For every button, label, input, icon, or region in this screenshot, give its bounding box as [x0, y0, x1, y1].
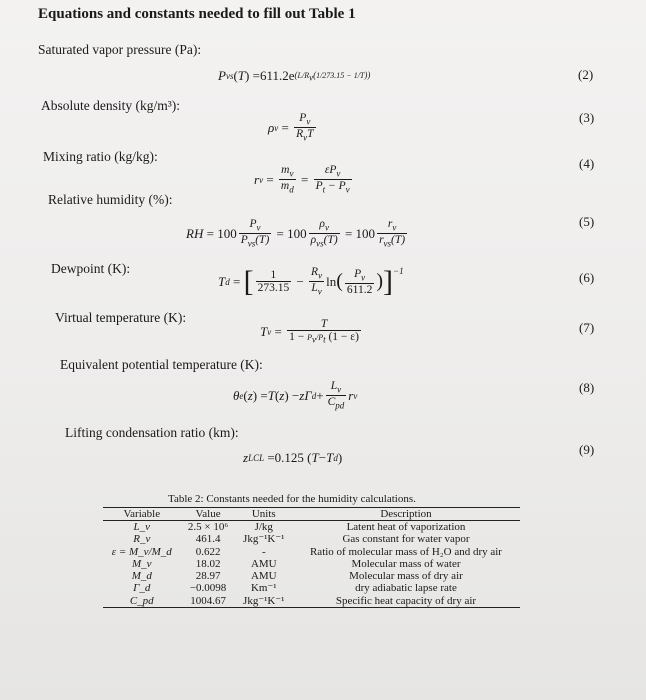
cell-variable: C_pd	[129, 594, 154, 607]
table-row	[103, 521, 520, 534]
cell-description: dry adiabatic lapse rate	[355, 582, 457, 595]
cell-variable: R_v	[133, 533, 151, 546]
cell-units: AMU	[250, 557, 277, 570]
equation-number: (9)	[579, 442, 595, 457]
section-label-dewpoint: Dewpoint (K):	[51, 261, 131, 276]
table-row	[103, 533, 520, 545]
equation-number: (4)	[579, 156, 595, 171]
cell-units: -	[261, 545, 266, 558]
cell-value: −0.0098	[189, 582, 227, 595]
table-row	[103, 570, 520, 582]
table-row	[103, 582, 520, 594]
page-title: Equations and constants needed to fill out Table 1	[38, 6, 356, 22]
table-row	[103, 546, 520, 558]
column-header: Value	[195, 508, 221, 520]
section-label-mixing-ratio: Mixing ratio (kg/kg):	[43, 149, 158, 164]
cell-variable: L_v	[133, 521, 151, 533]
section-label-virtual-temperature: Virtual temperature (K):	[55, 310, 187, 325]
equation-dewpoint: T d = [ $\frac{1}{273.15}$ − $\frac{R_v}{L_v}$ ln ( $\frac{P_v}{611.2}$ ) ] $^{-1}$	[218, 264, 404, 298]
cell-value: 461.4	[195, 533, 221, 546]
equation-number: (2)	[578, 67, 594, 82]
column-header: Variable	[123, 508, 161, 520]
section-label-equivalent-potential-temperature: Equivalent potential temperature (K):	[60, 357, 263, 372]
table-header-row	[103, 508, 520, 521]
section-label-saturated-vapor-pressure: Saturated vapor pressure (Pa):	[38, 42, 202, 57]
cell-description: Ratio of molecular mass of H₂O and dry air	[309, 545, 502, 558]
column-header: Description	[380, 508, 432, 520]
equation-number: (5)	[579, 214, 595, 229]
cell-units: AMU	[250, 570, 277, 583]
cell-description: Specific heat capacity of dry air	[335, 594, 477, 607]
equation-relative-humidity: RH = 100 $\frac{P_v}{P_{vs}(T)}$ = 100 $\frac{\rho_v}{\rho_{vs}(T)}$ = 100 $\frac{r_v}{r_{vs}(T)}$	[186, 218, 406, 249]
cell-variable: ε = M_v/M_d	[111, 545, 172, 558]
cell-value: 1004.67	[190, 594, 226, 607]
cell-description: Gas constant for water vapor	[342, 533, 470, 546]
equation-equivalent-potential-temperature: θ e ( z ) = T ( z ) − zΓ d + $\frac{L_v}{C_{pd}}$ r v	[233, 380, 358, 411]
section-label-relative-humidity: Relative humidity (%):	[48, 192, 173, 207]
cell-units: Km⁻¹	[250, 582, 277, 595]
equation-number: (3)	[579, 110, 595, 125]
cell-value: 18.02	[195, 557, 221, 570]
cell-description: Molecular mass of water	[351, 557, 461, 570]
equation-mixing-ratio: r v = $\frac{m_v}{m_d}$ = $\frac{\varepsilon P_v}{P_t - P_v}$	[254, 164, 350, 195]
cell-value: 0.622	[195, 545, 221, 558]
table-caption: Table 2: Constants needed for the humidity calculations.	[168, 493, 416, 505]
section-label-absolute-density: Absolute density (kg/m³):	[41, 98, 181, 113]
cell-variable: M_v	[132, 557, 152, 570]
cell-value: 2.5 × 10⁶	[187, 521, 229, 533]
constants-table	[103, 507, 520, 608]
equation-number: (7)	[579, 320, 595, 335]
section-label-lifting-condensation-ratio: Lifting condensation ratio (km):	[65, 425, 239, 440]
table-row	[103, 595, 520, 608]
equation-virtual-temperature: T v = $\frac{T}{1 - P_v/P_t (1 - \varepsilon)}$	[260, 318, 359, 345]
cell-units: J/kg	[254, 521, 273, 533]
equation-lifting-condensation: z LCL = 0.125 ( T − T d )	[243, 450, 343, 465]
cell-description: Latent heat of vaporization	[346, 521, 466, 533]
equation-absolute-density: ρ v = $\frac{P_v}{R_vT}$	[268, 112, 314, 143]
cell-units: Jkg⁻¹K⁻¹	[243, 533, 285, 546]
cell-units: Jkg⁻¹K⁻¹	[243, 594, 285, 607]
equation-number: (6)	[579, 270, 595, 285]
equation-saturated-vapor-pressure: P vs ( T ) = 611.2 e $(L/R_v(1/273.15 - 1/T))$	[218, 68, 371, 83]
cell-value: 28.97	[195, 570, 221, 583]
cell-variable: Γ_d	[133, 582, 151, 595]
cell-description: Molecular mass of dry air	[349, 570, 463, 583]
equation-number: (8)	[579, 380, 595, 395]
cell-variable: M_d	[131, 570, 152, 583]
table-row	[103, 558, 520, 570]
column-header: Units	[251, 508, 276, 520]
